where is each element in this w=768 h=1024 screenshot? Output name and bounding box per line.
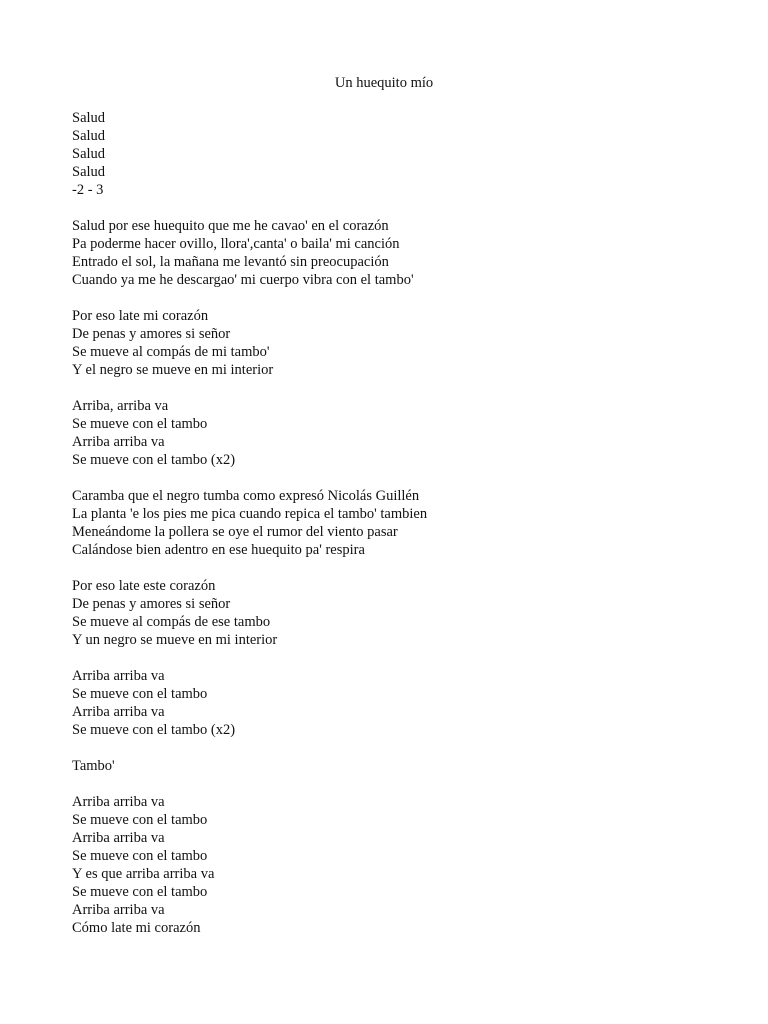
lyric-line: Cuando ya me he descargao' mi cuerpo vibra con el tambo' xyxy=(72,272,414,288)
stanza xyxy=(72,577,712,649)
lyric-line: De penas y amores si señor xyxy=(72,326,231,342)
lyric-line: Por eso late este corazón xyxy=(72,578,216,594)
lyric-line: La planta 'e los pies me pica cuando repica el tambo' tambien xyxy=(72,506,428,522)
stanza xyxy=(72,307,712,379)
lyric-line: Salud xyxy=(72,146,106,162)
lyric-line: Cómo late mi corazón xyxy=(72,920,201,936)
lyric-line: Y es que arriba arriba va xyxy=(72,866,215,882)
lyric-line: Tambo' xyxy=(72,758,115,774)
lyric-line: Salud por ese huequito que me he cavao' en el corazón xyxy=(72,218,389,234)
lyric-line: Se mueve con el tambo (x2) xyxy=(72,452,236,468)
lyric-line: Meneándome la pollera se oye el rumor del viento pasar xyxy=(72,524,398,540)
stanza xyxy=(72,667,712,739)
lyric-line: Arriba arriba va xyxy=(72,902,165,918)
lyric-line: Caramba que el negro tumba como expresó Nicolás Guillén xyxy=(72,488,420,504)
lyric-line: Arriba arriba va xyxy=(72,794,165,810)
lyric-line: Salud xyxy=(72,128,106,144)
stanza xyxy=(72,217,712,289)
lyric-line: Se mueve con el tambo xyxy=(72,686,208,702)
lyric-line: -2 - 3 xyxy=(72,182,104,198)
lyrics-body xyxy=(72,109,712,955)
lyric-line: Y un negro se mueve en mi interior xyxy=(72,632,278,648)
lyric-line: Entrado el sol, la mañana me levantó sin preocupación xyxy=(72,254,389,270)
lyric-line: Calándose bien adentro en ese huequito pa' respira xyxy=(72,542,365,558)
stanza xyxy=(72,109,712,199)
stanza xyxy=(72,757,712,775)
stanza xyxy=(72,487,712,559)
lyric-line: Salud xyxy=(72,110,106,126)
lyric-line: Se mueve con el tambo xyxy=(72,848,208,864)
lyric-line: Se mueve con el tambo xyxy=(72,416,208,432)
stanza xyxy=(72,397,712,469)
lyric-line: Y el negro se mueve en mi interior xyxy=(72,362,274,378)
lyric-line: Se mueve con el tambo (x2) xyxy=(72,722,236,738)
lyric-line: Arriba arriba va xyxy=(72,704,165,720)
lyric-line: Se mueve al compás de mi tambo' xyxy=(72,344,270,360)
lyric-line: Arriba arriba va xyxy=(72,668,165,684)
document-title: Un huequito mío xyxy=(334,75,434,91)
lyric-line: Arriba, arriba va xyxy=(72,398,169,414)
lyric-line: Arriba arriba va xyxy=(72,434,165,450)
lyric-line: Por eso late mi corazón xyxy=(72,308,209,324)
lyric-line: Salud xyxy=(72,164,106,180)
stanza xyxy=(72,793,712,937)
lyric-line: Pa poderme hacer ovillo, llora',canta' o baila' mi canción xyxy=(72,236,400,252)
lyric-line: Se mueve con el tambo xyxy=(72,812,208,828)
lyric-line: Se mueve al compás de ese tambo xyxy=(72,614,271,630)
lyric-line: Arriba arriba va xyxy=(72,830,165,846)
lyric-line: De penas y amores si señor xyxy=(72,596,231,612)
lyric-line: Se mueve con el tambo xyxy=(72,884,208,900)
